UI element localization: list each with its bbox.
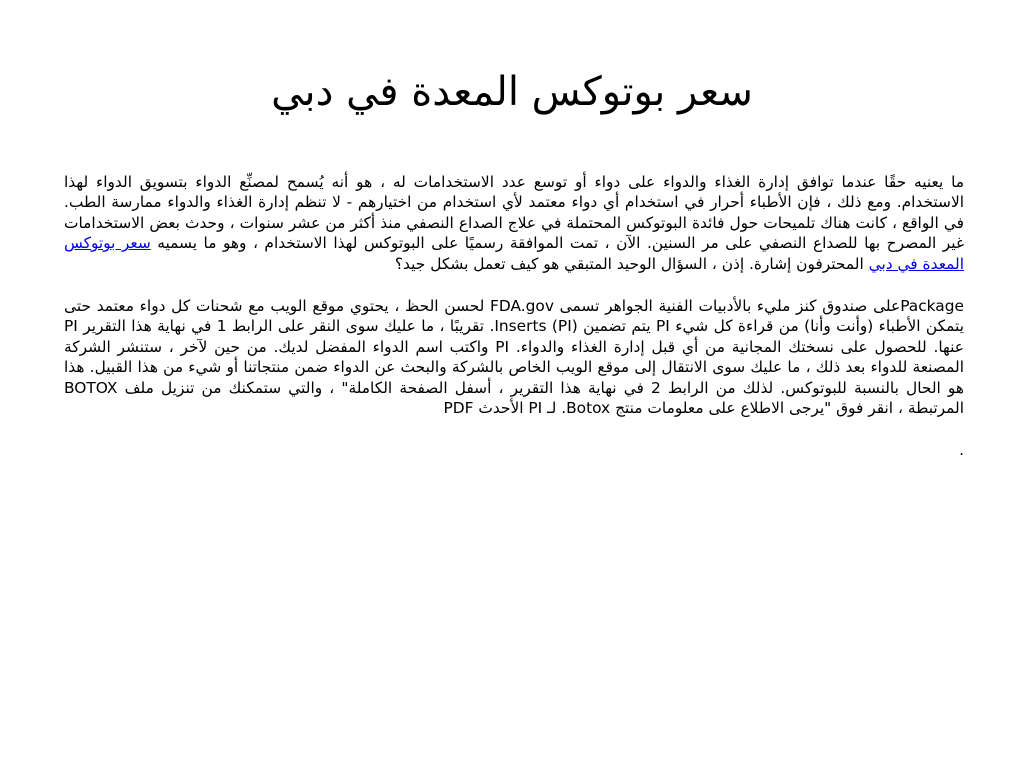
slide-title: سعر بوتوكس المعدة في دبي xyxy=(271,69,753,115)
paragraph-1-text-after: المحترفون إشارة. إذن ، السؤال الوحيد المتبقي هو كيف تعمل بشكل جيد؟ xyxy=(394,254,869,273)
paragraph-2: Packageعلى صندوق كنز مليء بالأدبيات الفنية الجواهر تسمى FDA.gov لحسن الحظ ، يحتوي موقع الويب مع شحنات كل دواء معتمد حتى يتمكن الأطباء (وأنت وأنا) من قراءة كل شيء PI يتم تضمين Inserts (PI). تقريبًا ، ما عليك سوى النقر على الرابط 1 في نهاية هذا التقرير PI عنها. للحصول على نسختك المجانية من أي قبل إدارة الغذاء والدواء. PI واكتب اسم الدواء المفضل لديك. من حين لآخر ، ستنشر الشركة المصنعة للدواء بعد ذلك ، ما عليك سوى الانتقال إلى موقع الويب الخاص بالشركة والبحث عن الدواء ضمن منتجاتنا أو شيء من هذا القبيل. هذا هو الحال بالنسبة للبوتوكس. لذلك من الرابط 2 في نهاية هذا التقرير ، أسفل الصفحة الكاملة" ، والتي ستمكنك من تنزيل ملف BOTOX المرتبطة ، انقر فوق "يرجى الاطلاع على معلومات منتج Botox. لـ PI الأحدث PDF xyxy=(64,297,964,418)
price-link[interactable]: سعر بوتوكس المعدة في دبي xyxy=(64,234,964,273)
slide-body xyxy=(64,172,964,461)
trailing-dot: . xyxy=(959,441,964,460)
paragraph-1-text-before: ما يعنيه حقًا عندما توافق إدارة الغذاء والدواء على دواء أو توسع عدد الاستخدامات له ، هو أنه يُسمح لمصنِّع الدواء بتسويق الدواء لهذا الاستخدام. ومع ذلك ، فإن الأطباء أحرار في استخدام أي دواء معتمد لأي استخدام من اختيارهم - لا تنظم إدارة الغذاء والدواء ممارسة الطب. في الواقع ، كانت هناك تلميحات حول فائدة البوتوكس المحتملة في علاج الصداع النصفي منذ أكثر من عشر سنوات ، وحدث بعض الاستخدامات غير المصرح بها للصداع النصفي على مر السنين. الآن ، تمت الموافقة رسميًا على البوتوكس لهذا الاستخدام ، وهو ما يسميه xyxy=(64,173,964,253)
paragraph-1 xyxy=(64,172,964,274)
